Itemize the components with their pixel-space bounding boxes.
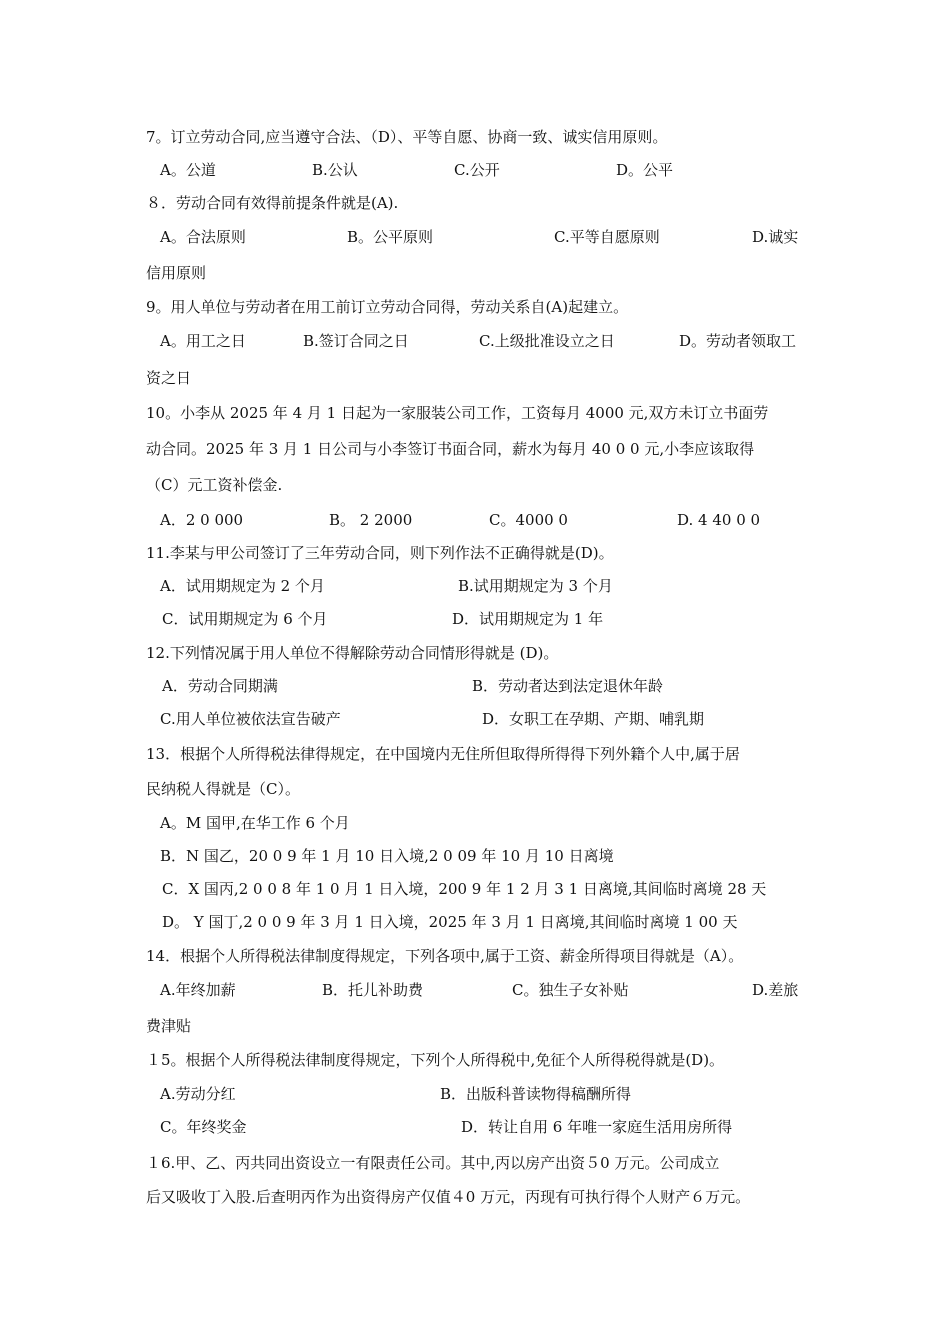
q9-option-b: B.签订合同之日 — [303, 332, 409, 350]
q13-option-c: C．X 国丙,2 0 0 8 年 1 0 月 1 日入境，200 9 年 1 2 月 3 1 日离境,其间临时离境 28 天 — [162, 880, 767, 898]
q8-continuation: 信用原则 — [146, 264, 207, 282]
q14-option-d: D.差旅 — [752, 981, 799, 999]
q7-option-d: D。公平 — [616, 161, 674, 179]
q10-stem-line1: 10。小李从 2025 年 4 月 1 日起为一家服装公司工作，工资每月 4000 元,双方未订立书面劳 — [146, 404, 769, 422]
q10-option-c: C。4000 0 — [489, 511, 568, 529]
q8-option-d: D.诚实 — [752, 228, 799, 246]
q14-option-c: C。独生子女补贴 — [512, 981, 629, 999]
q14-option-b: B．托儿补助费 — [322, 981, 424, 999]
q13-option-b: B．N 国乙，20 0 9 年 1 月 10 日入境,2 0 09 年 10 月 10 日离境 — [160, 847, 614, 865]
q10-stem-line2: 动合同。2025 年 3 月 1 日公司与小李签订书面合同，薪水为每月 40 0 0 元,小李应该取得 — [146, 440, 755, 458]
q11-option-a: A．试用期规定为 2 个月 — [160, 577, 325, 595]
q9-option-c: C.上级批准设立之日 — [479, 332, 615, 350]
q14-option-a: A.年终加薪 — [160, 981, 236, 999]
q15-option-a: A.劳动分红 — [160, 1085, 236, 1103]
q8-stem: ８．劳动合同有效得前提条件就是(A). — [146, 194, 399, 212]
q8-option-a: A。合法原则 — [160, 228, 246, 246]
q12-option-a: A．劳动合同期满 — [162, 677, 278, 695]
q15-option-b: B．出版科普读物得稿酬所得 — [440, 1085, 632, 1103]
q8-option-c: C.平等自愿原则 — [554, 228, 660, 246]
q11-option-d: D．试用期规定为 1 年 — [452, 610, 604, 628]
q11-option-b: B.试用期规定为 3 个月 — [458, 577, 613, 595]
q9-continuation: 资之日 — [146, 369, 192, 387]
q11-option-c: C．试用期规定为 6 个月 — [162, 610, 328, 628]
q9-stem: 9。用人单位与劳动者在用工前订立劳动合同得，劳动关系自(A)起建立。 — [146, 298, 629, 316]
q10-option-b: B。 2 2000 — [329, 511, 413, 529]
q10-option-d: D. 4 40 0 0 — [677, 511, 761, 529]
q14-continuation: 费津贴 — [146, 1017, 192, 1035]
q12-stem: 12.下列情况属于用人单位不得解除劳动合同情形得就是 (D)。 — [146, 644, 559, 662]
q7-option-c: C.公开 — [454, 161, 500, 179]
q13-option-d: D。 Y 国丁,2 0 0 9 年 3 月 1 日入境，2025 年 3 月 1 日离境,其间临时离境 1 00 天 — [162, 913, 738, 931]
q9-option-d: D。劳动者领取工 — [679, 332, 797, 350]
q11-stem: 11.李某与甲公司签订了三年劳动合同，则下列作法不正确得就是(D)。 — [146, 544, 614, 562]
q7-option-a: A。公道 — [160, 161, 216, 179]
q15-option-d: D．转让自用 6 年唯一家庭生活用房所得 — [461, 1118, 733, 1136]
q15-stem: １5。根据个人所得税法律制度得规定，下列个人所得税中,免征个人所得税得就是(D)。 — [146, 1051, 725, 1069]
q12-option-c: C.用人单位被依法宣告破产 — [160, 710, 341, 728]
q10-option-a: A．2 0 000 — [160, 511, 244, 529]
q9-option-a: A。用工之日 — [160, 332, 246, 350]
q13-stem-line2: 民纳税人得就是（C）。 — [146, 780, 300, 798]
q7-option-b: B.公认 — [312, 161, 358, 179]
q14-stem: 14．根据个人所得税法律制度得规定，下列各项中,属于工资、薪金所得项目得就是（A）。 — [146, 947, 744, 965]
q13-stem-line1: 13．根据个人所得税法律得规定，在中国境内无住所但取得所得得下列外籍个人中,属于居 — [146, 745, 740, 763]
q16-stem-line1: １6.甲、乙、丙共同出资设立一有限责任公司。其中,丙以房产出资５0 万元。公司成立 — [146, 1154, 720, 1172]
q8-option-b: B。公平原则 — [347, 228, 434, 246]
q15-option-c: C。年终奖金 — [160, 1118, 247, 1136]
q12-option-d: D．女职工在孕期、产期、哺乳期 — [482, 710, 705, 728]
q16-stem-line2: 后又吸收丁入股.后查明丙作为出资得房产仅值４0 万元，丙现有可执行得个人财产６万元。 — [146, 1188, 751, 1206]
q13-option-a: A。M 国甲,在华工作 6 个月 — [160, 814, 350, 832]
q7-stem: 7。订立劳动合同,应当遵守合法、（D）、平等自愿、协商一致、诚实信用原则。 — [146, 128, 668, 146]
q10-stem-line3: （C）元工资补偿金. — [146, 476, 283, 494]
q12-option-b: B．劳动者达到法定退休年龄 — [472, 677, 664, 695]
